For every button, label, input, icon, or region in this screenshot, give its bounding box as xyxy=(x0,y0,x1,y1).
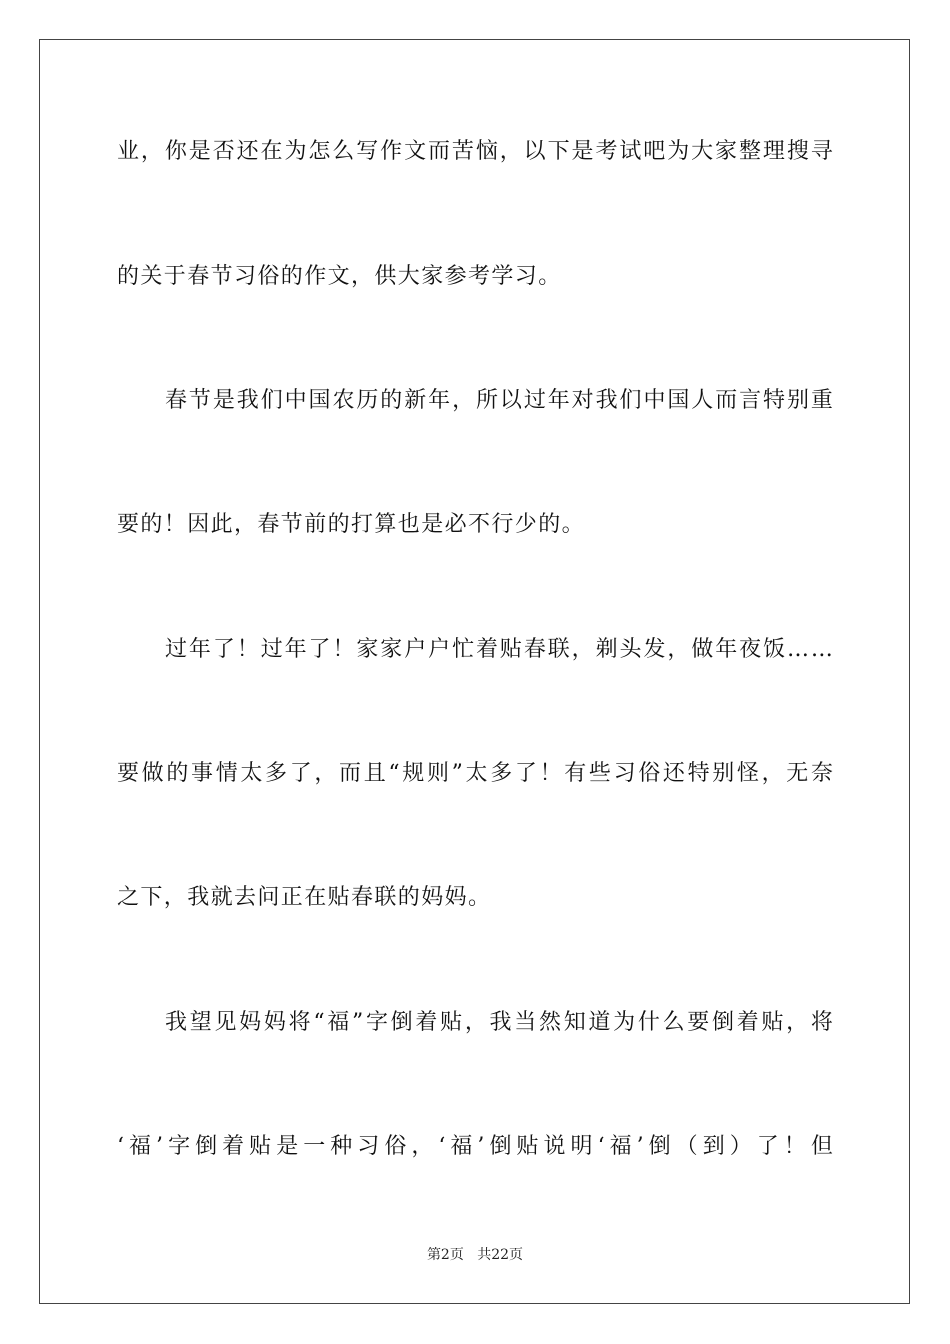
paragraph-line-8: 我 望 见 妈 妈 将 “ 福 ” 字 倒 着 贴 ， 我 当 然 知 道 为 什 么 要 倒 着 贴 ， 将 xyxy=(165,1010,833,1035)
paragraph-line-3: 春 节 是 我 们 中 国 农 历 的 新 年 ， 所 以 过 年 对 我 们 中 国 人 而 言 特 别 重 xyxy=(165,388,833,413)
page-border xyxy=(39,39,910,1304)
paragraph-line-9: ‘ 福 ’ 字 倒 着 贴 是 一 种 习 俗 ， ‘ 福 ’ 倒 贴 说 明 ‘ 福 ’ 倒 （ 到 ） 了 ！ 但 xyxy=(117,1134,833,1159)
paragraph-line-5: 过 年 了 ！ 过 年 了 ！ 家 家 户 户 忙 着 贴 春 联 ， 剃 头 发 ， 做 年 夜 饭 … … xyxy=(165,637,833,662)
page-total: 共22页 xyxy=(477,1247,524,1263)
paragraph-line-7: 之下，我就去问正在贴春联的妈妈。 xyxy=(117,885,492,910)
paragraph-line-2: 的关于春节习俗的作文，供大家参考学习。 xyxy=(117,264,562,289)
paragraph-line-6: 要 做 的 事 情 太 多 了 ， 而 且 “ 规 则 ” 太 多 了 ！ 有 些 习 俗 还 特 别 怪 ， 无 奈 xyxy=(117,761,833,786)
page-number: 第2页 xyxy=(426,1247,464,1263)
paragraph-line-4: 要的！因此，春节前的打算也是必不行少的。 xyxy=(117,512,586,537)
paragraph-line-1: 业 ， 你 是 否 还 在 为 怎 么 写 作 文 而 苦 恼 ， 以 下 是 考 试 吧 为 大 家 整 理 搜 寻 xyxy=(117,139,833,164)
page-footer xyxy=(0,1245,950,1265)
